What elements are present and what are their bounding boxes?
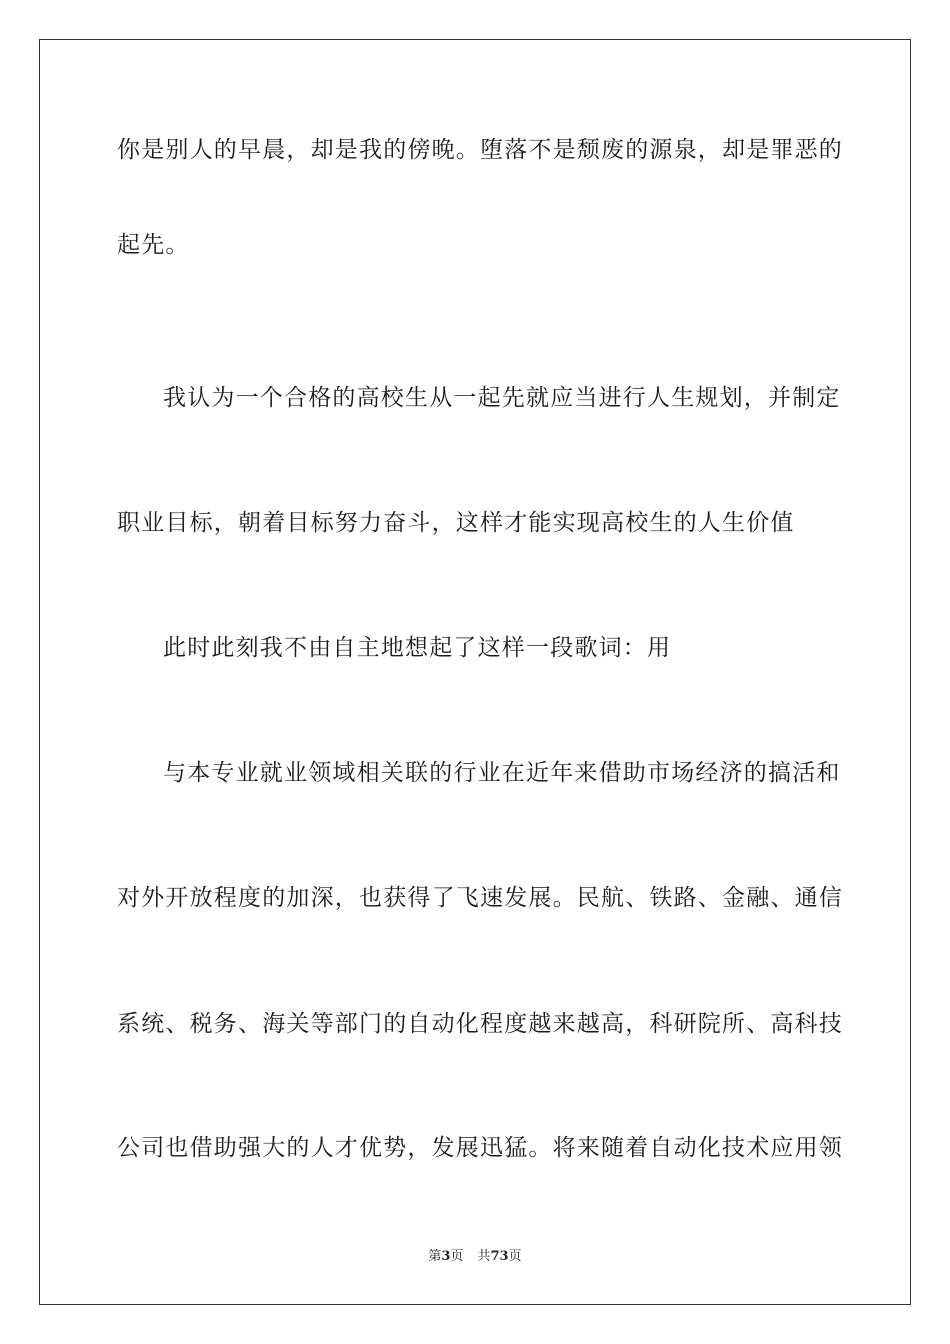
text-line-8: 系统、税务、海关等部门的自动化程度越来越高，科研院所、高科技 (117, 1011, 843, 1037)
total-suffix: 页 (508, 1249, 522, 1264)
text-line-3: 我认为一个合格的高校生从一起先就应当进行人生规划，并制定 (163, 385, 841, 411)
total-prefix: 共 (477, 1249, 491, 1264)
text-line-2: 起先。 (117, 232, 190, 258)
total-pages-number: 73 (490, 1249, 509, 1264)
page-footer (0, 1248, 950, 1266)
page-suffix: 页 (450, 1249, 464, 1264)
text-line-1: 你是别人的早晨，却是我的傍晚。堕落不是颓废的源泉，却是罪恶的 (117, 137, 843, 163)
text-line-6: 与本专业就业领域相关联的行业在近年来借助市场经济的搞活和 (163, 760, 841, 786)
text-line-9: 公司也借助强大的人才优势，发展迅猛。将来随着自动化技术应用领 (117, 1135, 843, 1161)
text-line-7: 对外开放程度的加深，也获得了飞速发展。民航、铁路、金融、通信 (117, 885, 843, 911)
page-prefix: 第 (428, 1249, 442, 1264)
text-line-5: 此时此刻我不由自主地想起了这样一段歌词：用 (163, 635, 672, 661)
text-line-4: 职业目标，朝着目标努力奋斗，这样才能实现高校生的人生价值 (117, 510, 795, 536)
current-page-number: 3 (441, 1249, 451, 1264)
page-border (39, 39, 911, 1305)
